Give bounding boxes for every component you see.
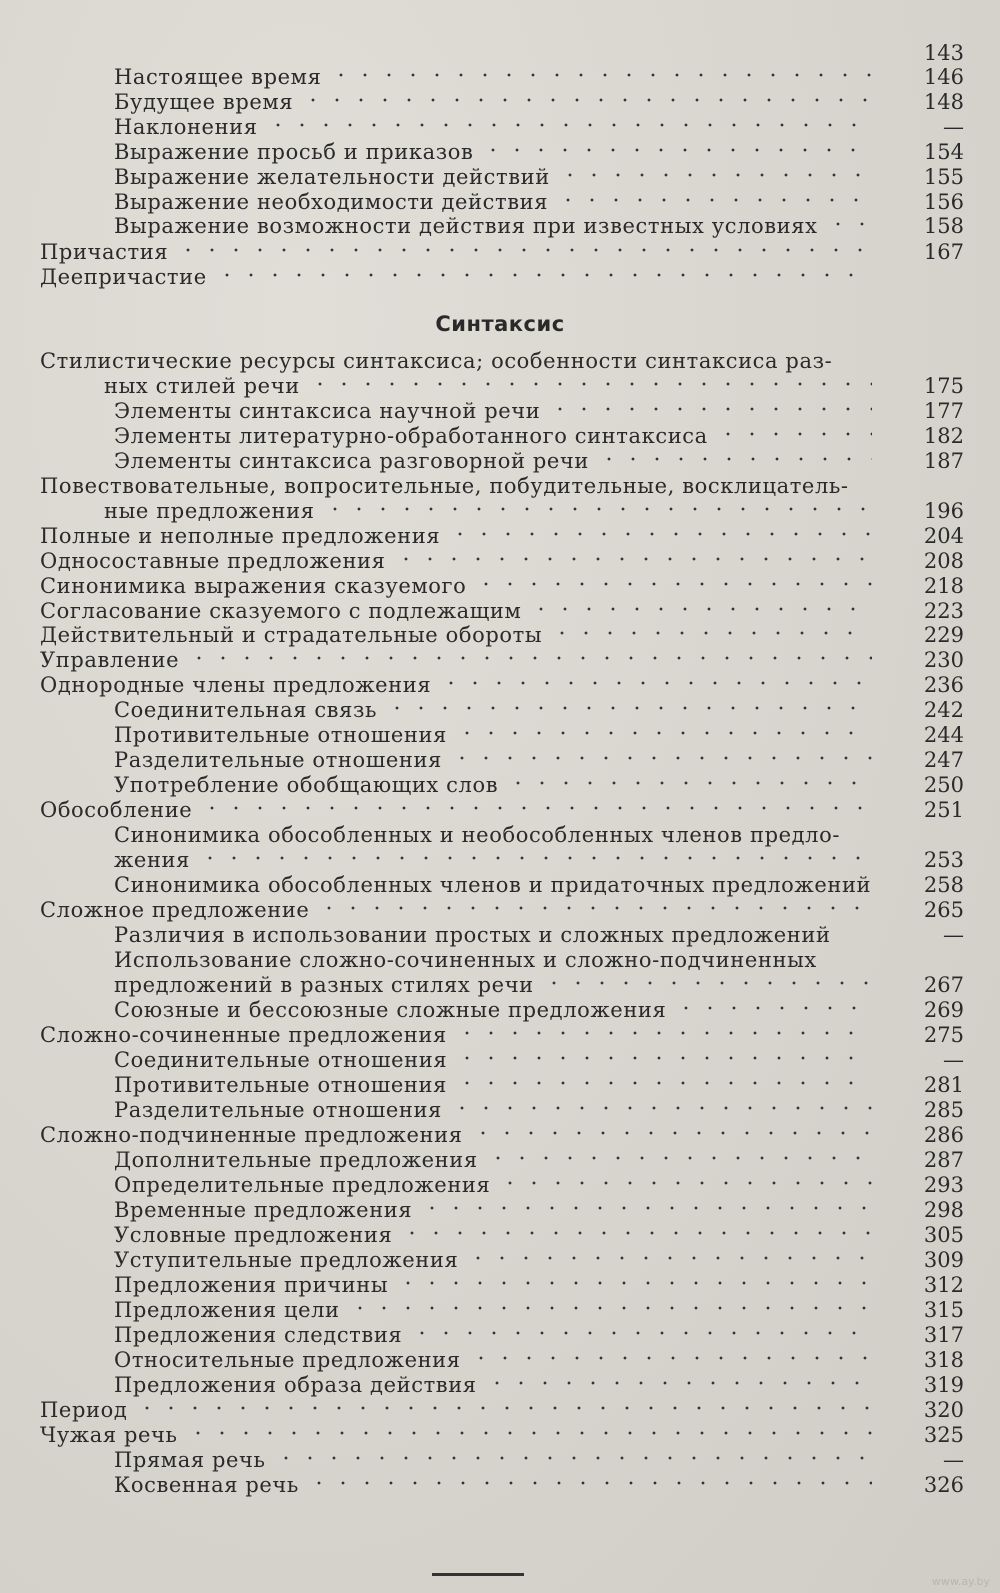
toc-entry: [0, 264, 1000, 290]
toc-entry-title: Чужая речь: [40, 1423, 178, 1447]
toc-entry: [0, 1247, 1000, 1273]
toc-entry: [0, 847, 1000, 873]
toc-page-number: 196: [923, 499, 964, 523]
dot-leader: [455, 1056, 872, 1060]
dot-leader: [486, 1156, 872, 1160]
dot-leader: [471, 1131, 872, 1135]
toc-entry-title: Соединительные отношения: [114, 1048, 448, 1072]
toc-entry-title: Противительные отношения: [114, 1073, 447, 1097]
toc-entry-title: Однородные члены предложения: [40, 673, 432, 697]
toc-entry-title: Разделительные отношения: [114, 1098, 442, 1122]
toc-page-number: 155: [923, 165, 964, 189]
dot-leader: [198, 856, 872, 860]
toc-page-number: 267: [923, 973, 964, 997]
dot-leader: [348, 1306, 872, 1310]
toc-entry: [0, 872, 1000, 898]
dot-leader: [674, 1006, 872, 1010]
toc-page-number: 285: [923, 1098, 964, 1122]
toc-page-number: 250: [923, 773, 964, 797]
toc-entry: [0, 64, 1000, 90]
toc-entry-title: Относительные предложения: [114, 1348, 461, 1372]
dot-leader: [597, 457, 872, 461]
toc-entry: [0, 747, 1000, 773]
toc-entry-title: Односоставные предложения: [40, 549, 386, 573]
dot-leader: [186, 1431, 872, 1435]
toc-entry: [0, 373, 1000, 399]
toc-page-number: 286: [923, 1123, 964, 1147]
toc-page-number: —: [943, 1048, 964, 1072]
toc-entry-title: Выражение желательности действий: [114, 165, 550, 189]
toc-entry: [0, 1022, 1000, 1048]
toc-entry: [0, 448, 1000, 474]
toc-page-number: 287: [923, 1148, 964, 1172]
toc-page-number: —: [943, 1448, 964, 1472]
toc-entry-title: Будущее время: [114, 90, 294, 114]
toc-page-number: 315: [923, 1298, 964, 1322]
toc-page-number: 318: [923, 1348, 964, 1372]
dot-leader: [274, 1456, 872, 1460]
toc-page-number: 146: [923, 65, 964, 89]
section-heading: Синтаксис: [435, 312, 565, 336]
toc-page-number: 258: [923, 873, 964, 897]
toc-entry: [0, 1297, 1000, 1323]
toc-entry: [0, 922, 1000, 948]
toc-entry: [0, 822, 1000, 848]
dot-leader: [826, 222, 872, 226]
toc-entry: [0, 672, 1000, 698]
toc-entry-title: Элементы синтаксиса разговорной речи: [114, 449, 589, 473]
toc-entry: [0, 598, 1000, 624]
toc-entry-title: Соединительная связь: [114, 698, 378, 722]
toc-entry: [0, 1072, 1000, 1098]
toc-entry-title: Разделительные отношения: [114, 748, 442, 772]
toc-entry: [0, 348, 1000, 374]
dot-leader: [323, 507, 872, 511]
toc-entry: [0, 1322, 1000, 1348]
toc-entry: [0, 473, 1000, 499]
dot-leader: [474, 582, 872, 586]
toc-page-number: 253: [923, 848, 964, 872]
toc-entry: [0, 1047, 1000, 1073]
dot-leader: [716, 432, 872, 436]
toc-page-number: 244: [923, 723, 964, 747]
toc-entry-title: ные предложения: [104, 499, 315, 523]
toc-entry-title: Полные и неполные предложения: [40, 524, 441, 548]
toc-entry-title: Предложения цели: [114, 1298, 340, 1322]
toc-page-number: 154: [923, 140, 964, 164]
dot-leader: [135, 1406, 872, 1410]
toc-entry-title: ных стилей речи: [104, 374, 300, 398]
toc-entry: [0, 697, 1000, 723]
toc-page-number: 251: [923, 798, 964, 822]
toc-entry: [0, 972, 1000, 998]
dot-leader: [308, 382, 872, 386]
dot-leader: [455, 1081, 872, 1085]
dot-leader: [542, 981, 872, 985]
dot-leader: [307, 1481, 872, 1485]
toc-page-number: 242: [923, 698, 964, 722]
dot-leader: [455, 731, 872, 735]
dot-leader: [215, 273, 872, 277]
toc-page-number: 275: [923, 1023, 964, 1047]
toc-entry: [0, 1097, 1000, 1123]
toc-page-number: 208: [923, 549, 964, 573]
dot-leader: [485, 1381, 872, 1385]
toc-entry: [0, 398, 1000, 424]
toc-entry-title: Стилистические ресурсы синтаксиса; особенности синтаксиса раз-: [40, 349, 833, 373]
toc-page-number: 281: [923, 1073, 964, 1097]
toc-page-number: 265: [923, 898, 964, 922]
toc-entry-title: Согласование сказуемого с подлежащим: [40, 599, 522, 623]
toc-entry: [0, 1472, 1000, 1498]
toc-entry: [0, 40, 1000, 66]
toc-page-number: 187: [923, 449, 964, 473]
dot-leader: [450, 756, 872, 760]
toc-entry-title: Временные предложения: [114, 1198, 413, 1222]
toc-page-number: 229: [923, 623, 964, 647]
dot-leader: [396, 1281, 872, 1285]
toc-entry: [0, 573, 1000, 599]
toc-entry-title: Сложное предложение: [40, 898, 310, 922]
dot-leader: [455, 1031, 872, 1035]
toc-entry: [0, 722, 1000, 748]
toc-entry-title: Действительный и страдательные обороты: [40, 623, 543, 647]
toc-entry-title: Предложения образа действия: [114, 1373, 477, 1397]
toc-entry-title: Наклонения: [114, 115, 258, 139]
toc-page-number: 230: [923, 648, 964, 672]
toc-entry: [0, 1422, 1000, 1448]
toc-entry: [0, 548, 1000, 574]
dot-leader: [558, 173, 872, 177]
toc-entry: [0, 189, 1000, 215]
toc-entry: [0, 89, 1000, 115]
toc-entry-title: Причастия: [40, 240, 169, 264]
toc-page-number: 204: [923, 524, 964, 548]
toc-page-number: 167: [923, 240, 964, 264]
toc-entry: [0, 1447, 1000, 1473]
dot-leader: [266, 123, 872, 127]
toc-entry-title: Синонимика выражения сказуемого: [40, 574, 467, 598]
toc-page-number: 320: [923, 1398, 964, 1422]
toc-page-number: 326: [923, 1473, 964, 1497]
dot-leader: [394, 557, 873, 561]
toc-entry: [0, 1222, 1000, 1248]
toc-entry: [0, 1172, 1000, 1198]
toc-entry-title: Повествовательные, вопросительные, побудительные, восклицатель-: [40, 474, 849, 498]
toc-entry: [0, 997, 1000, 1023]
toc-entry-title: Сложно-сочиненные предложения: [40, 1023, 447, 1047]
dot-leader: [466, 1256, 872, 1260]
toc-entry: [0, 1147, 1000, 1173]
toc-entry-title: жения: [114, 848, 190, 872]
dot-leader: [450, 1106, 872, 1110]
dot-leader: [410, 1331, 872, 1335]
toc-entry: [0, 498, 1000, 524]
toc-entry-title: Использование сложно-сочиненных и сложно-подчиненных: [114, 948, 817, 972]
toc-entry-title: Настоящее время: [114, 65, 322, 89]
toc-entry: [0, 139, 1000, 165]
toc-page-number: 182: [923, 424, 964, 448]
watermark: www.ay.by: [931, 1575, 990, 1588]
toc-entry: [0, 797, 1000, 823]
dot-leader: [385, 706, 872, 710]
dot-leader: [469, 1356, 872, 1360]
toc-page-number: 309: [923, 1248, 964, 1272]
toc-page-number: 143: [923, 41, 964, 65]
dot-leader: [439, 681, 872, 685]
dot-leader: [498, 1181, 872, 1185]
dot-leader: [506, 781, 872, 785]
toc-entry-title: Определительные предложения: [114, 1173, 491, 1197]
toc-page-number: 312: [923, 1273, 964, 1297]
toc-entry-title: Синонимика обособленных членов и придаточных предложений: [114, 873, 872, 897]
toc-page-number: 317: [923, 1323, 964, 1347]
toc-entry: [0, 164, 1000, 190]
toc-page-number: 158: [923, 214, 964, 238]
toc-entry-title: Период: [40, 1398, 128, 1422]
dot-leader: [329, 73, 872, 77]
toc-entry-title: Различия в использовании простых и сложных предложений: [114, 923, 831, 947]
toc-entry-title: Употребление обобщающих слов: [114, 773, 499, 797]
toc-page-number: —: [943, 115, 964, 139]
toc-entry-title: Деепричастие: [40, 265, 207, 289]
dot-leader: [448, 532, 872, 536]
toc-entry-title: Косвенная речь: [114, 1473, 299, 1497]
toc-entry-title: Дополнительные предложения: [114, 1148, 478, 1172]
dot-leader: [400, 1231, 872, 1235]
dot-leader: [301, 98, 872, 102]
dot-leader: [548, 407, 872, 411]
toc-entry-title: Выражение необходимости действия: [114, 190, 549, 214]
toc-entry-title: Противительные отношения: [114, 723, 447, 747]
toc-entry: [0, 1197, 1000, 1223]
toc-entry-title: предложений в разных стилях речи: [114, 973, 534, 997]
toc-entry-title: Прямая речь: [114, 1448, 266, 1472]
toc-page-number: —: [943, 923, 964, 947]
toc-page-number: 269: [923, 998, 964, 1022]
toc-page-number: 247: [923, 748, 964, 772]
toc-entry: [0, 1347, 1000, 1373]
toc-entry-title: Сложно-подчиненные предложения: [40, 1123, 463, 1147]
toc-entry-title: Выражение просьб и приказов: [114, 140, 474, 164]
toc-page-number: 177: [923, 399, 964, 423]
toc-entry: [0, 897, 1000, 923]
toc-entry: [0, 423, 1000, 449]
toc-entry: [0, 1122, 1000, 1148]
toc-page-number: 305: [923, 1223, 964, 1247]
toc-entry: [0, 647, 1000, 673]
toc-entry: [0, 213, 1000, 239]
toc-page-number: 148: [923, 90, 964, 114]
toc-entry-title: Предложения причины: [114, 1273, 389, 1297]
toc-page-number: 298: [923, 1198, 964, 1222]
toc-entry-title: Условные предложения: [114, 1223, 393, 1247]
dot-leader: [529, 607, 872, 611]
toc-page-number: 236: [923, 673, 964, 697]
toc-entry-title: Синонимика обособленных и необособленных членов предло-: [114, 823, 841, 847]
toc-entry-title: Обособление: [40, 798, 193, 822]
toc-page-number: 156: [923, 190, 964, 214]
toc-page-number: 223: [923, 599, 964, 623]
toc-page-number: 175: [923, 374, 964, 398]
toc-entry: [0, 114, 1000, 140]
toc-entry-title: Союзные и бессоюзные сложные предложения: [114, 998, 667, 1022]
toc-entry-title: Элементы литературно-обработанного синтаксиса: [114, 424, 708, 448]
dot-leader: [550, 631, 872, 635]
toc-entry: [0, 1272, 1000, 1298]
toc-entry-title: Управление: [40, 648, 180, 672]
toc-entry: [0, 1397, 1000, 1423]
toc-page-number: 325: [923, 1423, 964, 1447]
toc-page-number: 319: [923, 1373, 964, 1397]
toc-entry: [0, 523, 1000, 549]
toc-entry: [0, 772, 1000, 798]
dot-leader: [200, 806, 872, 810]
toc-entry-title: Уступительные предложения: [114, 1248, 459, 1272]
dot-leader: [187, 656, 872, 660]
dot-leader: [556, 198, 872, 202]
toc-page-number: 218: [923, 574, 964, 598]
toc-entry: [0, 622, 1000, 648]
dot-leader: [317, 906, 872, 910]
toc-entry-title: Предложения следствия: [114, 1323, 403, 1347]
dot-leader: [420, 1206, 872, 1210]
toc-entry: [0, 239, 1000, 265]
toc-page-number: 293: [923, 1173, 964, 1197]
toc-entry: [0, 1372, 1000, 1398]
footer-rule: [432, 1573, 524, 1576]
toc-entry: [0, 947, 1000, 973]
dot-leader: [481, 148, 872, 152]
toc-entry-title: Выражение возможности действия при известных условиях: [114, 214, 818, 238]
toc-entry-title: Элементы синтаксиса научной речи: [114, 399, 541, 423]
dot-leader: [176, 248, 872, 252]
